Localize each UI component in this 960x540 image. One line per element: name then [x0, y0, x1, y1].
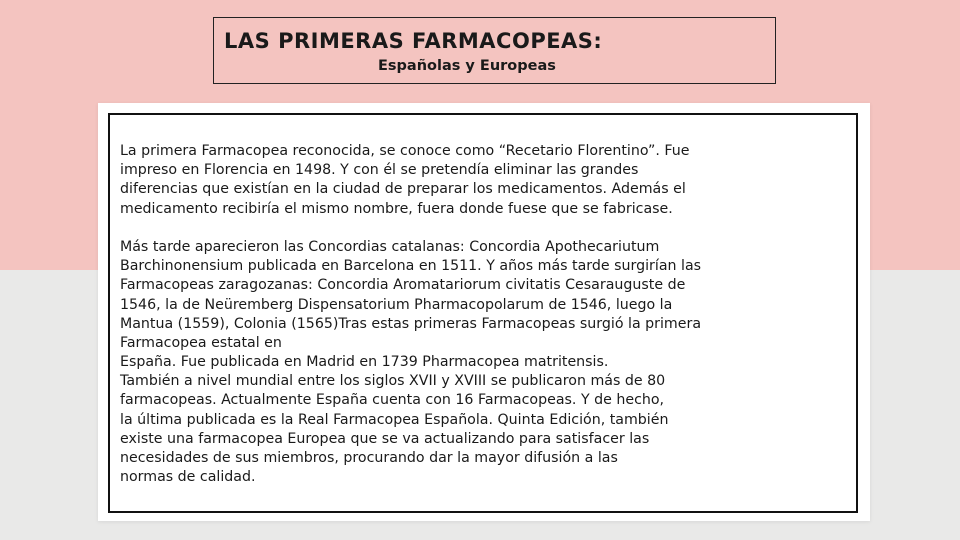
text-line: impreso en Florencia en 1498. Y con él se pretendía eliminar las grandes: [120, 162, 639, 179]
text-line: medicamento recibiría el mismo nombre, fuera donde fuese que se fabricase.: [120, 200, 673, 217]
title-box: [213, 17, 776, 84]
text-line: 1546, la de Neüremberg Dispensatorium Pharmacopolarum de 1546, luego la: [120, 296, 673, 313]
body-text: [120, 142, 848, 487]
text-line: Mantua (1559), Colonia (1565)Tras estas primeras Farmacopeas surgió la primera: [120, 315, 702, 332]
text-line: Más tarde aparecieron las Concordias catalanas: Concordia Apothecariutum: [120, 238, 660, 255]
text-line: diferencias que existían en la ciudad de preparar los medicamentos. Además el: [120, 181, 686, 198]
text-line: España. Fue publicada en Madrid en 1739 Pharmacopea matritensis.: [120, 354, 609, 371]
content-card: [108, 113, 858, 513]
text-line: necesidades de sus miembros, procurando dar la mayor difusión a las: [120, 450, 618, 466]
text-line: Barchinonensium publicada en Barcelona en 1511. Y años más tarde surgirían las: [120, 258, 702, 275]
text-line: Farmacopea estatal en: [120, 334, 282, 351]
text-line: la última publicada es la Real Farmacopea Española. Quinta Edición, también: [120, 411, 669, 428]
text-line: También a nivel mundial entre los siglos XVII y XVIII se publicaron más de 80: [120, 373, 666, 390]
text-line: Farmacopeas zaragozanas: Concordia Aromatariorum civitatis Cesarauguste de: [120, 277, 686, 294]
slide-title: LAS PRIMERAS FARMACOPEAS:: [224, 29, 603, 53]
text-line: farmacopeas. Actualmente España cuenta con 16 Farmacopeas. Y de hecho,: [120, 392, 665, 409]
paragraph-gap: [120, 219, 848, 238]
slide-subtitle: Españolas y Europeas: [378, 58, 556, 74]
text-line: La primera Farmacopea reconocida, se conoce como “Recetario Florentino”. Fue: [120, 143, 690, 159]
text-line: normas de calidad.: [120, 469, 256, 486]
text-line: existe una farmacopea Europea que se va actualizando para satisfacer las: [120, 430, 650, 447]
